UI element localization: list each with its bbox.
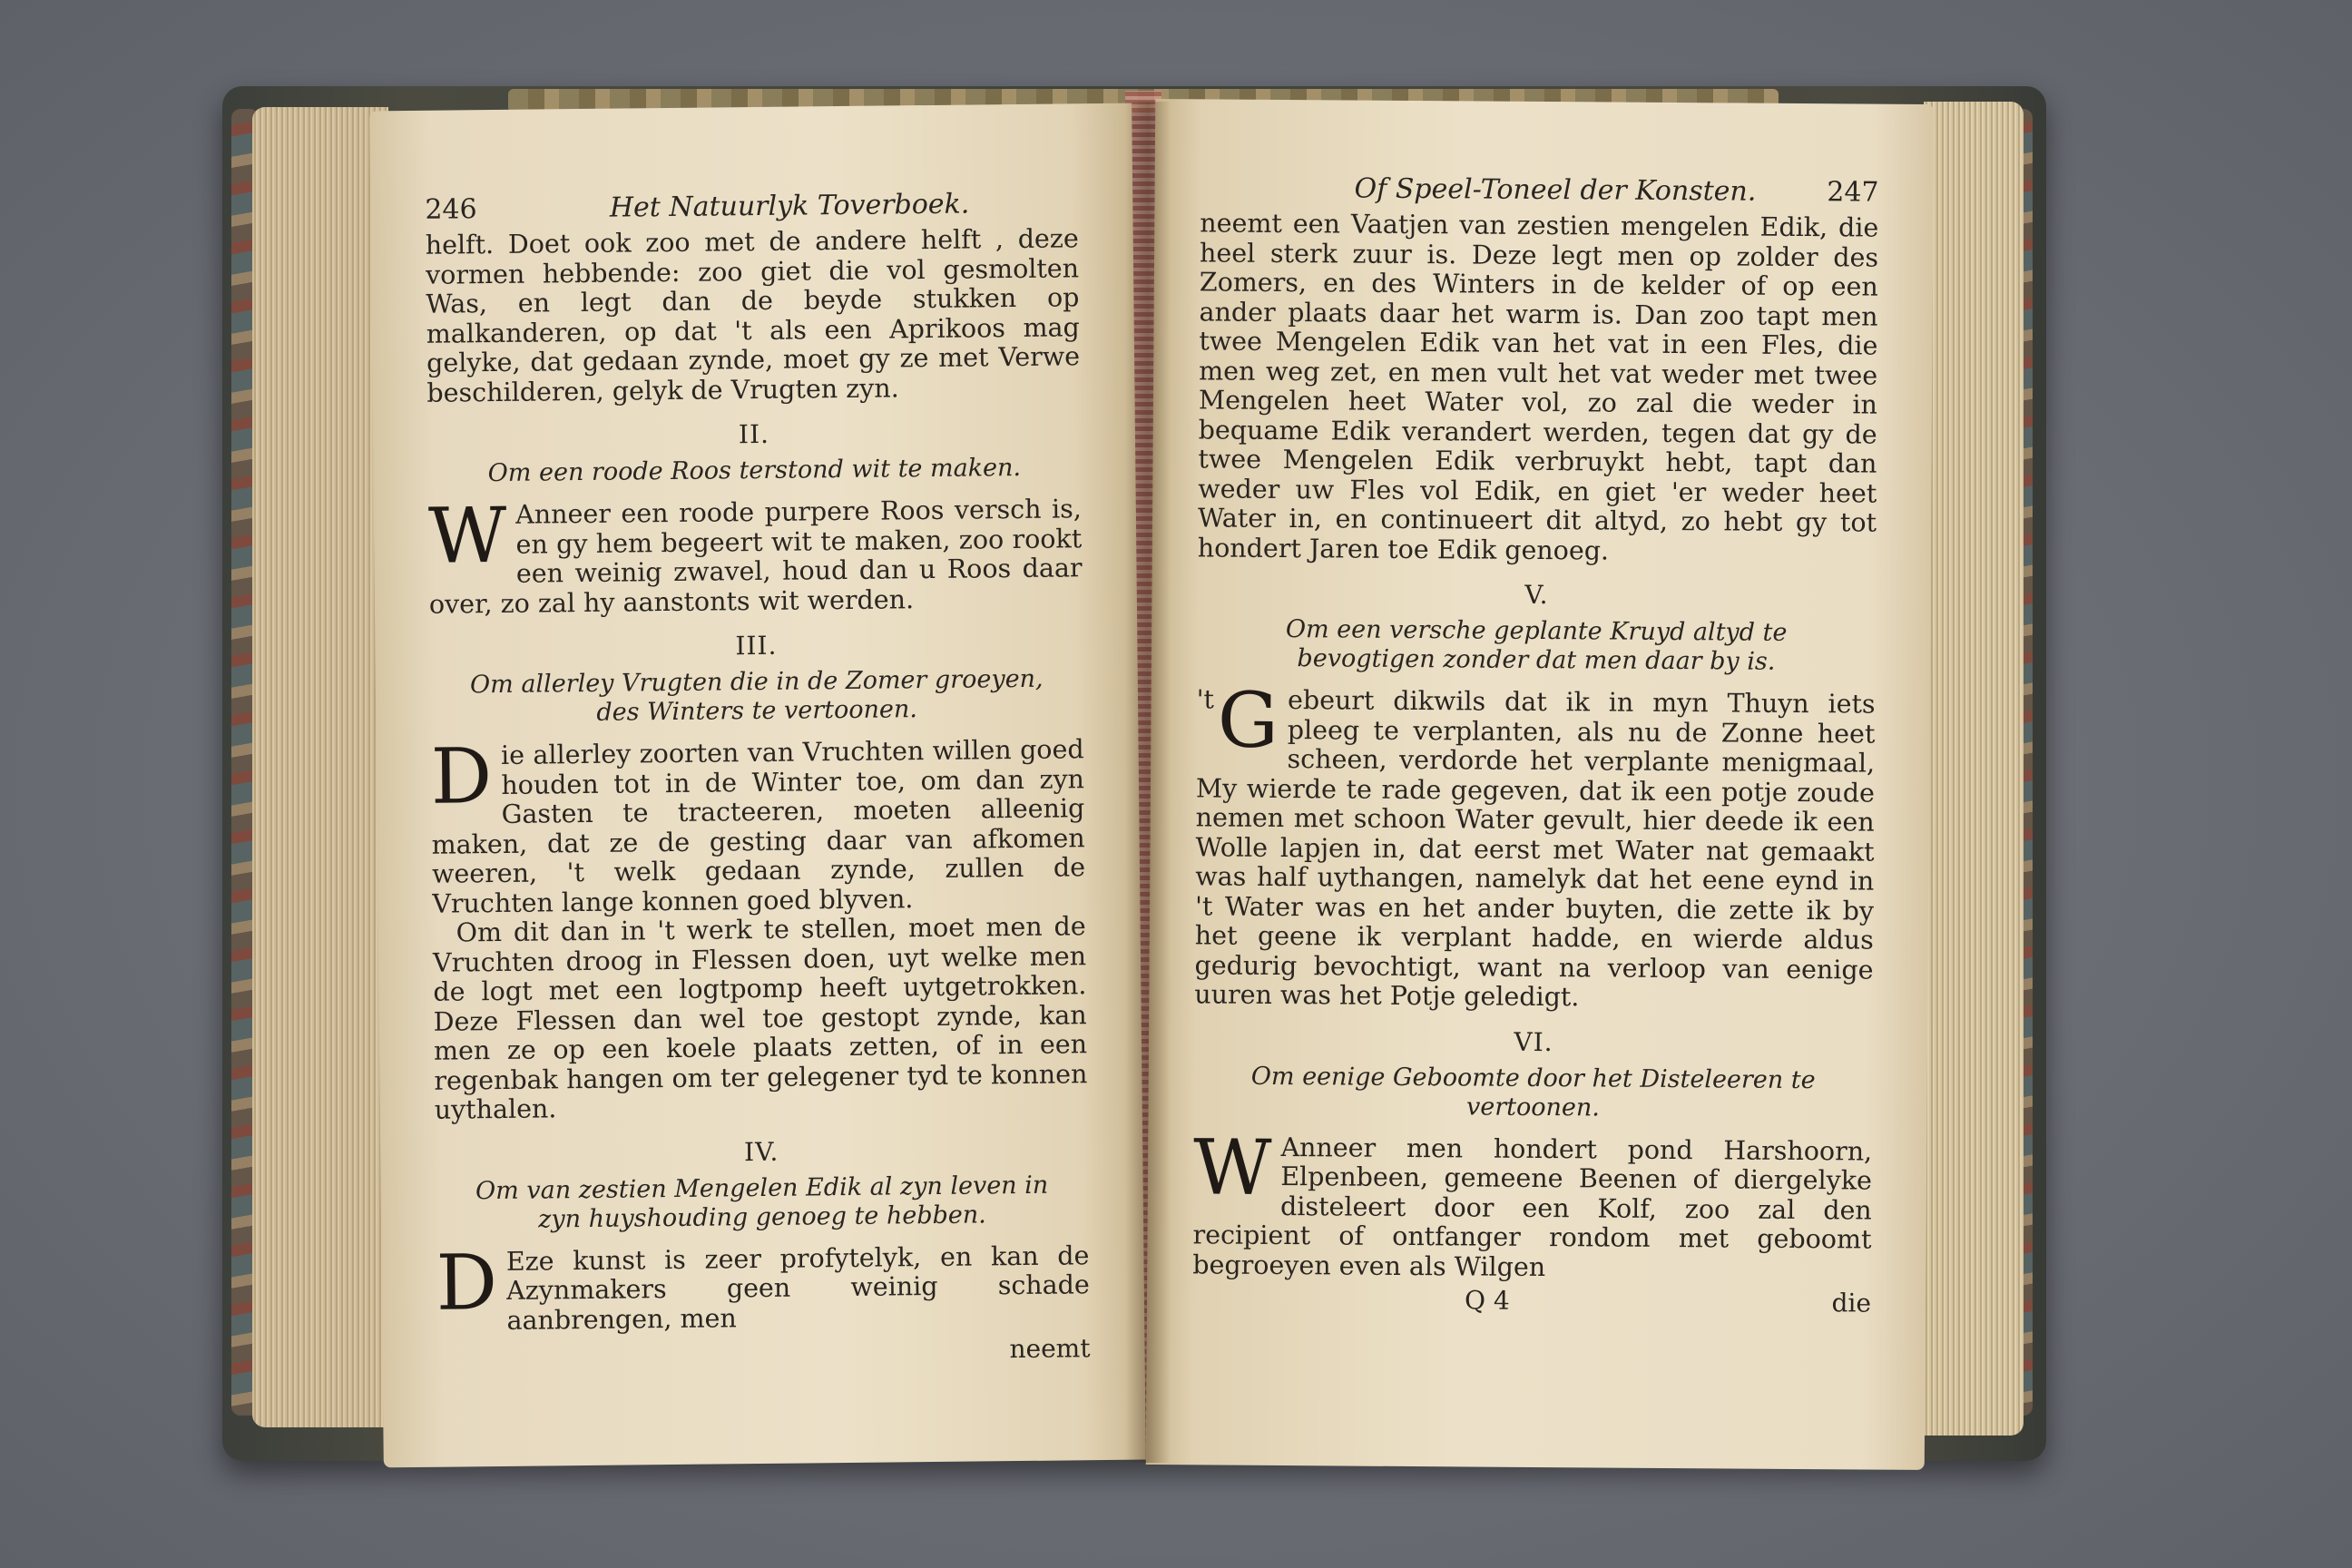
left-catchword: neemt <box>1009 1333 1091 1365</box>
left-running-title: Het Natuurlyk Toverboek. <box>609 188 970 224</box>
section-iii-body <box>430 731 1086 919</box>
section-v-lead: 't <box>1196 684 1215 715</box>
section-iii-text: ie allerley zoorten van Vruchten willen goed houden tot in de Winter toe, om dan zyn Gasten te tracteeren, moeten alleenig maken, dat ze de gesting daar van afkomen weeren, 't welk gedaan zynde, zullen de Vruchten lange konnen goed blyven. <box>431 734 1086 919</box>
right-page-number: 247 <box>1827 176 1879 209</box>
section-vi-number: VI. <box>1514 1026 1553 1057</box>
section-iii-text-2: Om dit dan in 't werk te stellen, moet men de Vruchten droog in Flessen doen, uyt welke men de logt met een logtpomp heeft uytgetrokken. Deze Flessen dan wel toe gestopt zynde, kan men ze op een koele plaats zetten, of in een regenbak hangen om ter gelegener tyd te konnen uythalen. <box>432 911 1088 1125</box>
section-iv-dropcap: D <box>436 1237 498 1328</box>
section-vi-heading: Om eenige Geboomte door het Disteleeren te vertoonen. <box>1250 1062 1816 1122</box>
right-running-title: Of Speel-Toneel der Konsten. <box>1354 172 1757 208</box>
right-catchword: die <box>1831 1288 1872 1318</box>
page-edges-right <box>1924 102 2024 1436</box>
section-ii-dropcap: W <box>427 490 507 581</box>
left-running-head <box>425 187 1078 226</box>
section-iv-number: IV. <box>743 1136 779 1167</box>
section-vi-dropcap: W <box>1192 1122 1272 1212</box>
section-v-heading: Om een versche geplante Kruyd altyd te bevogtigen zonder dat men daar by is. <box>1285 615 1788 676</box>
signature-mark: Q 4 <box>1464 1285 1510 1316</box>
section-ii-heading: Om een roode Roos terstond wit te maken. <box>487 453 1022 488</box>
section-v-number: V. <box>1524 579 1549 611</box>
section-iii-dropcap: D <box>430 731 493 821</box>
right-page <box>1146 99 1934 1470</box>
section-v-body <box>1194 675 1876 1014</box>
left-page <box>369 103 1146 1468</box>
left-continuation-text: helft. Doet ook zoo met de andere helft , deze vormen hebbende: zoo giet die vol gesmolten Was, en legt dan de beyde stukken op malkanderen, op dat 't als een Aprikoos mag gelyke, dat gedaan zynde, moet gy ze met Verwe beschilderen, gelyk de Vrugten zyn. <box>425 223 1081 408</box>
left-page-number: 246 <box>425 193 477 226</box>
section-vi-body <box>1192 1122 1873 1285</box>
section-iv-text: Eze kunst is zeer profytelyk, en kan de Azynmakers geen weinig schade aanbrengen, men <box>505 1240 1090 1336</box>
section-ii-body <box>427 490 1083 620</box>
page-edges-left <box>252 107 388 1427</box>
gutter-shadow <box>1125 102 1171 1463</box>
section-v-text: ebeurt dikwils dat ik in myn Thuyn iets pleeg te verplanten, als nu de Zonne heet scheen, verdorde het verplante menigmaal, My wierde te rade gegeven, dat ik een potje zoude nemen met schoon Water gevult, hier deede ik een Wolle lapjen in, dat eerst met Water nat gemaakt was half uythangen, namelyk dat het eene eynd in 't Water was en het ander buyten, die zette ik by het geene ik verplant hadde, en wierde aldus gedurig bevochtigt, want na verloop van eenige uuren was het Potje geledigt. <box>1194 685 1876 1013</box>
right-continuation-text: neemt een Vaatjen van zestien mengelen Edik, die heel sterk zuur is. Deze legt men op zolder des Zomers, en des Winters in de kelder of op een ander plaats daar het warm is. Dan zoo tapt men twee Mengelen Edik van het vat in een Fles, die men weg zet, en men vult het vat weder met twee Mengelen heet Water vol, zo zal die weder in bequame Edik verandert werden, tegen dat gy de twee Mengelen Edik verbruykt hebt, tapt dan weder uw Fles vol Edik, en giet 'er weder heet Water in, en continueert dit altyd, zo hebt gy tot hondert Jaren toe Edik genoeg. <box>1197 208 1879 566</box>
section-iii-heading: Om allerley Vrugten die in de Zomer groeyen, des Winters te vertoonen. <box>469 664 1044 727</box>
section-vi-text: Anneer men hondert pond Harshoorn, Elpenbeen, gemeene Beenen of diergelyke disteleert door een Kolf, zoo zal den recipient of ontfanger rondom met geboomt begroeyen even als Wilgen <box>1192 1132 1873 1282</box>
right-running-head <box>1200 172 1878 208</box>
section-iv-body <box>436 1237 1090 1337</box>
section-ii-number: II. <box>738 418 770 450</box>
section-iv-heading: Om van zestien Mengelen Edik al zyn leven in zyn huyshouding genoeg te hebben. <box>475 1171 1049 1234</box>
section-iii-number: III. <box>735 630 778 662</box>
right-signature-line <box>1192 1283 1871 1318</box>
left-catchword-line <box>436 1333 1090 1370</box>
section-ii-text: Anneer een roode purpere Roos versch is, en gy hem begeert wit te maken, zoo rookt een weinig zwavel, houd dan u Roos daar over, zo zal hy aanstonts wit werden. <box>428 494 1083 620</box>
section-v-dropcap: G <box>1217 675 1279 765</box>
